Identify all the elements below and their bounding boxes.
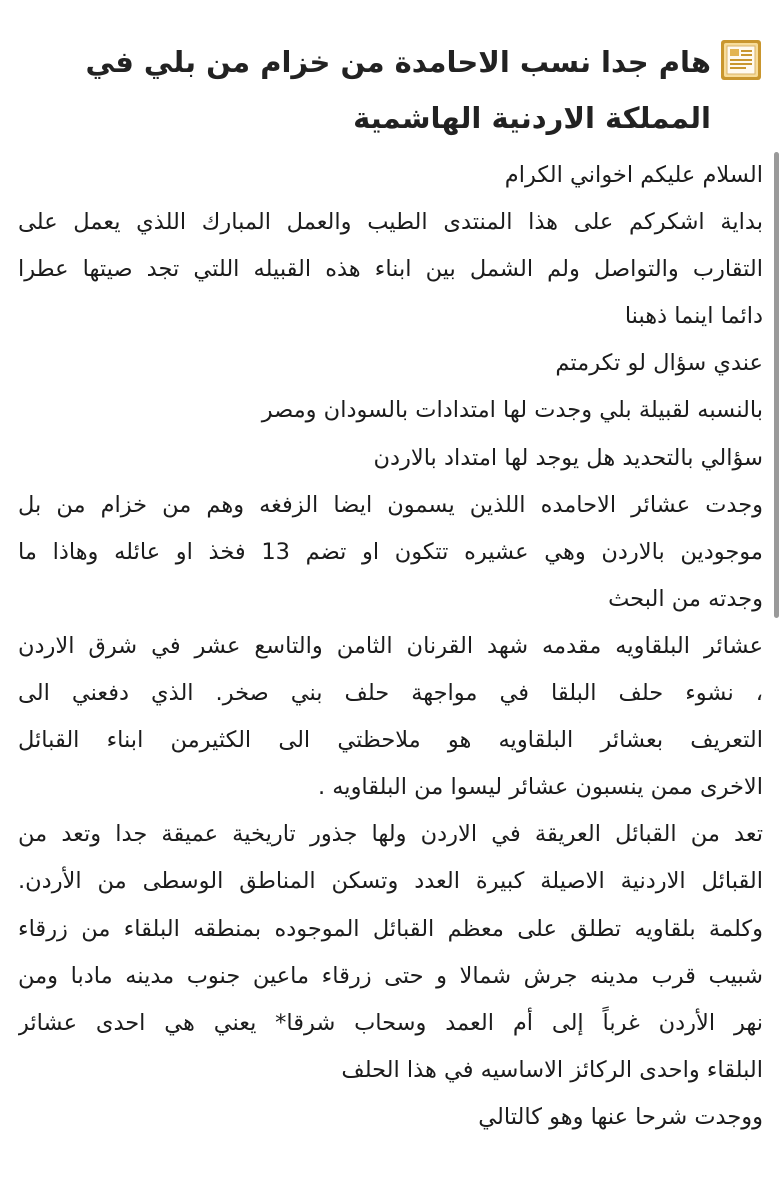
body-line: التعريف بعشائر البلقاويه هو ملاحظتي الى الكثيرمن ابناء القبائل	[18, 727, 763, 754]
body-line: البلقاء واحدى الركائز الاساسيه في هذا الحلف	[341, 1056, 763, 1083]
body-line: ووجدت شرحا عنها وهو كالتالي	[478, 1103, 763, 1130]
post-body	[18, 152, 763, 1141]
body-line: التقارب والتواصل ولم الشمل بين ابناء هذه القبيله اللتي تجد صيتها عطرا	[18, 256, 763, 283]
body-line: وجدت عشائر الاحامده اللذين يسمون ايضا الزفغه وهم من خزام من بل	[18, 491, 763, 518]
body-line: سؤالي بالتحديد هل يوجد لها امتداد بالاردن	[373, 444, 763, 471]
body-line: ، نشوء حلف البلقا في مواجهة حلف بني صخر. الذي دفعني الى	[18, 680, 763, 707]
body-line: وكلمة بلقاويه تطلق على معظم القبائل الموجوده بمنطقه البلقاء من زرقاء	[18, 915, 763, 942]
body-line: القبائل الاردنية الاصيلة كبيرة العدد وتسكن المناطق الوسطى من الأردن.	[18, 868, 763, 895]
body-line: شبيب قرب مدينه جرش شمالا و حتى زرقاء ماعين جنوب مدينه مادبا ومن	[18, 962, 763, 989]
document-icon	[719, 38, 763, 82]
post-title: هام جدا نسب الاحامدة من خزام من بلي في المملكة الاردنية الهاشمية	[85, 45, 711, 135]
post-header	[18, 34, 763, 146]
body-line: موجودين بالاردن وهي عشيره تتكون او تضم 13 فخذ او عائله وهاذا ما	[18, 538, 763, 565]
body-line: نهر الأردن غرباً إلى أم العمد وسحاب شرقا* يعني هي احدى عشائر	[18, 1009, 763, 1036]
body-line: دائما اينما ذهبنا	[624, 303, 763, 330]
body-line: تعد من القبائل العريقة في الاردن ولها جذور تاريخية عميقة جدا وتعد من	[18, 821, 763, 848]
body-line: بالنسبه لقبيلة بلي وجدت لها امتدادات بالسودان ومصر	[261, 397, 763, 424]
body-line: عندي سؤال لو تكرمتم	[555, 350, 763, 377]
body-line: الاخرى ممن ينسبون عشائر ليسوا من البلقاويه .	[317, 774, 763, 801]
quote-bar	[774, 152, 779, 618]
body-line: عشائر البلقاويه مقدمه شهد القرنان الثامن والتاسع عشر في شرق الاردن	[18, 632, 763, 659]
body-line: السلام عليكم اخواني الكرام	[504, 162, 763, 188]
body-line: وجدته من البحث	[608, 585, 763, 612]
body-line: بداية اشكركم على هذا المنتدى الطيب والعمل المبارك اللذي يعمل على	[18, 209, 763, 236]
